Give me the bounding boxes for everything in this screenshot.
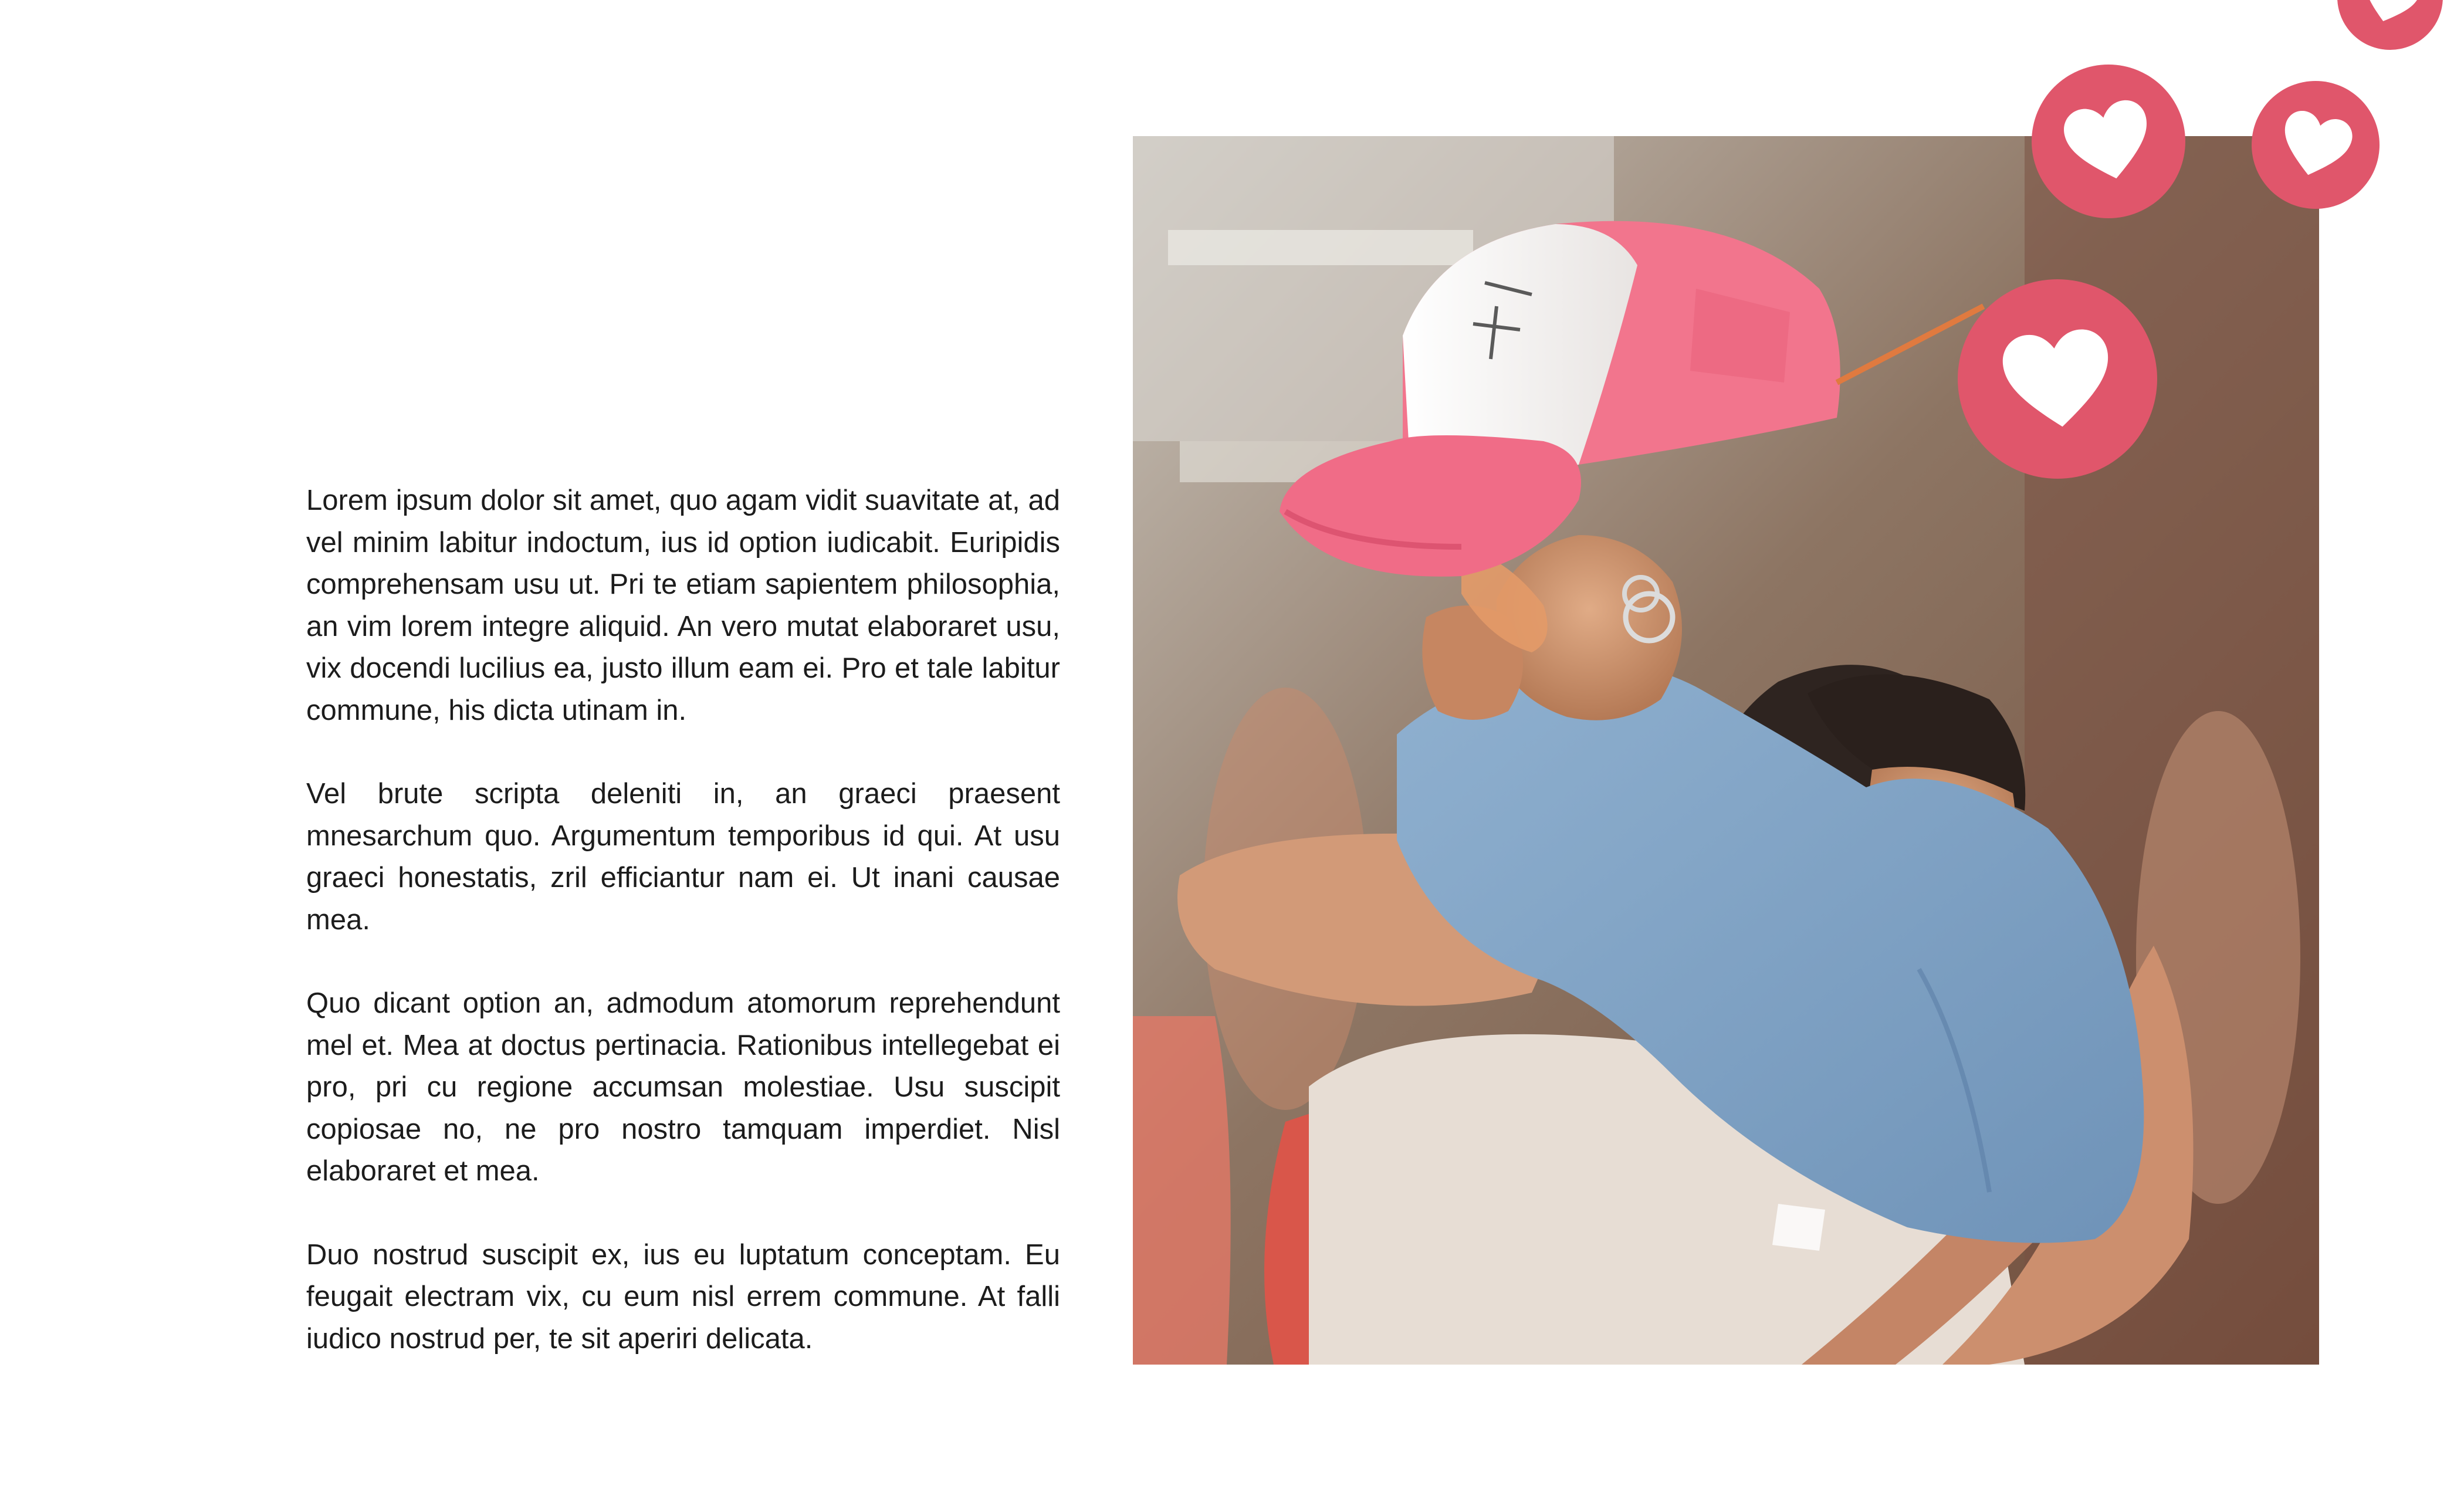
heart-badge-large [2032, 65, 2185, 218]
photo-illustration [1133, 136, 2319, 1365]
paragraph-1: Lorem ipsum dolor sit amet, quo agam vidit suavitate at, ad vel minim labitur indoctum, ius id option iudicabit. Euripidis comprehensam usu ut. Pri te etiam sapientem philosophia, an vim lorem integre aliquid. An vero mutat elaboraret usu, vix docendi lucilius ea, justo illum eam ei. Pro et tale labitur commune, his dicta utinam in. [306, 485, 1060, 726]
heart-badge-photo [1958, 279, 2157, 479]
heart-icon [2000, 326, 2115, 432]
heart-icon [2278, 111, 2353, 179]
body-text [306, 480, 1060, 1402]
heart-badge-medium [2252, 81, 2380, 209]
paragraph-4: Duo nostrud suscipit ex, ius eu luptatum conceptam. Eu feugait electram vix, cu eum nisl errem commune. At falli iudico nostrud per, te sit aperiri delicata. [306, 1238, 1060, 1355]
paragraph-2: Vel brute scripta deleniti in, an graeci praesent mnesarchum quo. Argumentum temporibus id qui. At usu graeci honestatis, zril efficiantur nam ei. Ut inani causae mea. [306, 778, 1060, 936]
heart-icon [2063, 100, 2154, 183]
paragraph-3: Quo dicant option an, admodum atomorum reprehendunt mel et. Mea at doctus pertinacia. Rationibus intellegebat ei pro, pri cu regione accumsan molestiae. Usu suscipit copiosae no, ne pro nostro tamquam imperdiet. Nisl elaboraret et mea. [306, 987, 1060, 1187]
hug-photo [1133, 136, 2319, 1365]
heart-badge-corner [2337, 0, 2443, 50]
heart-icon [2360, 0, 2421, 25]
